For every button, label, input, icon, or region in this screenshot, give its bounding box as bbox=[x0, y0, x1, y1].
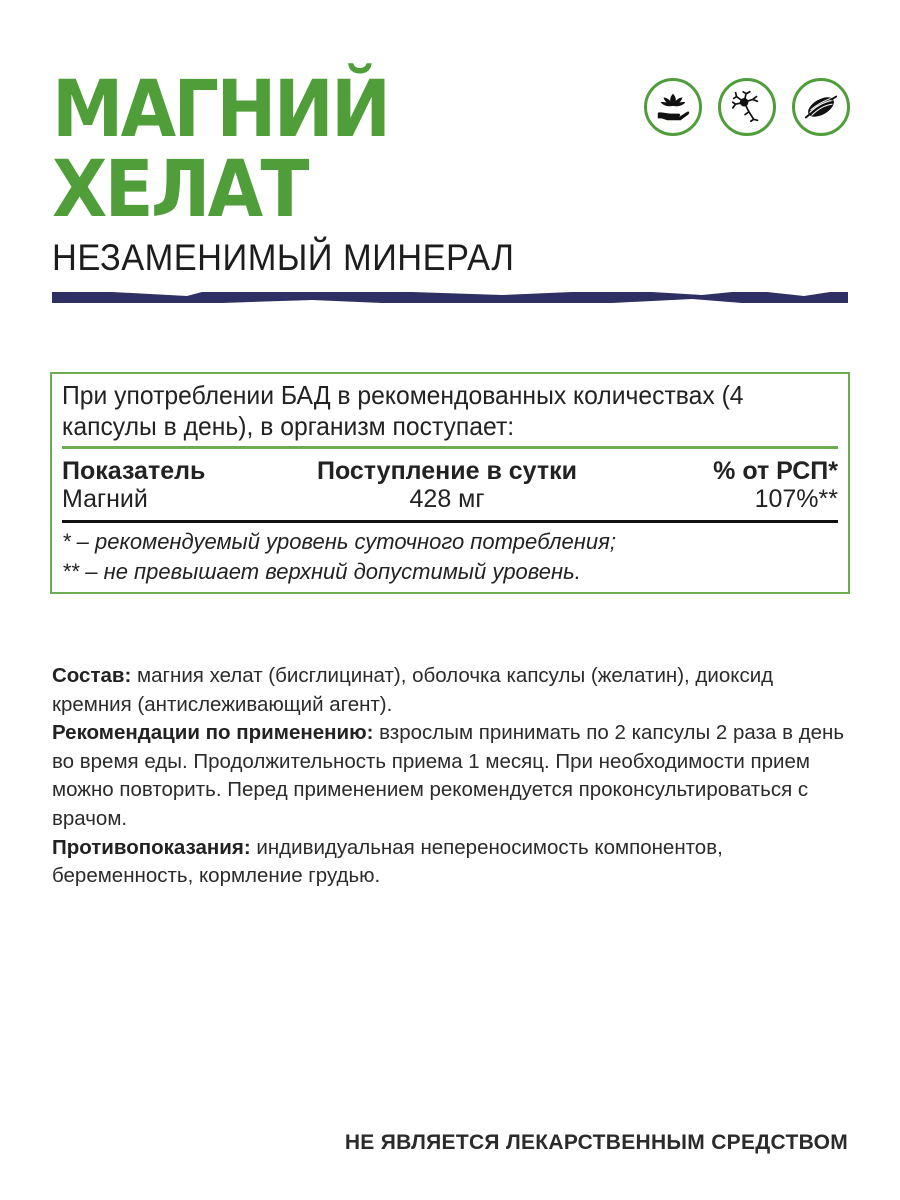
contraindications-label: Противопоказания: bbox=[52, 835, 251, 859]
decorative-divider bbox=[52, 292, 848, 303]
composition-text: магния хелат (бисглицинат), оболочка капсулы (желатин), диоксид кремния (антислеживающий агент). bbox=[52, 664, 774, 716]
muscle-fiber-icon bbox=[792, 78, 850, 136]
benefit-icons bbox=[644, 78, 850, 136]
table-row bbox=[62, 484, 838, 514]
neuron-icon bbox=[718, 78, 776, 136]
product-title bbox=[52, 65, 389, 235]
table-top-rule bbox=[62, 446, 838, 449]
product-subtitle: НЕЗАМЕНИМЫЙ МИНЕРАЛ bbox=[52, 237, 515, 278]
composition-label: Состав: bbox=[52, 664, 132, 687]
contraindications-text: индивидуальная непереносимость компонентов, беременность, кормление грудью. bbox=[52, 835, 723, 888]
intake-intro-text: При употреблении БАД в рекомендованных количествах (4 капсулы в день), в организм поступает: bbox=[62, 380, 744, 441]
row-percent: 107%** bbox=[754, 485, 838, 513]
header-rsp-percent: % от РСП* bbox=[713, 457, 838, 485]
product-title-line2: ХЕЛАТ bbox=[52, 145, 307, 235]
contraindications-paragraph bbox=[52, 834, 852, 891]
row-amount: 428 мг bbox=[409, 485, 485, 513]
footnote-rsp: * – рекомендуемый уровень суточного потребления; bbox=[62, 529, 616, 554]
nutrition-info-box bbox=[50, 372, 850, 594]
table-bottom-rule bbox=[62, 520, 838, 523]
composition-paragraph bbox=[52, 662, 852, 719]
not-a-drug-disclaimer: НЕ ЯВЛЯЕТСЯ ЛЕКАРСТВЕННЫМ СРЕДСТВОМ bbox=[344, 1131, 848, 1154]
row-nutrient: Магний bbox=[62, 485, 148, 513]
usage-paragraph bbox=[52, 719, 852, 833]
table-header-row bbox=[62, 456, 838, 486]
product-title-line1: МАГНИЙ bbox=[52, 65, 389, 155]
usage-text: взрослым принимать по 2 капсулы 2 раза в день во время еды. Продолжительность приема 1 месяц. При необходимости прием можно повторить. Перед применением рекомендуется проконсультироваться с врачом. bbox=[52, 721, 845, 830]
header-indicator: Показатель bbox=[62, 457, 206, 485]
lotus-hand-icon bbox=[644, 78, 702, 136]
footnote-upper-limit: ** – не превышает верхний допустимый уровень. bbox=[62, 559, 581, 584]
header-daily-intake: Поступление в сутки bbox=[316, 457, 577, 485]
product-description bbox=[52, 662, 852, 891]
usage-label: Рекомендации по применению: bbox=[52, 721, 374, 745]
